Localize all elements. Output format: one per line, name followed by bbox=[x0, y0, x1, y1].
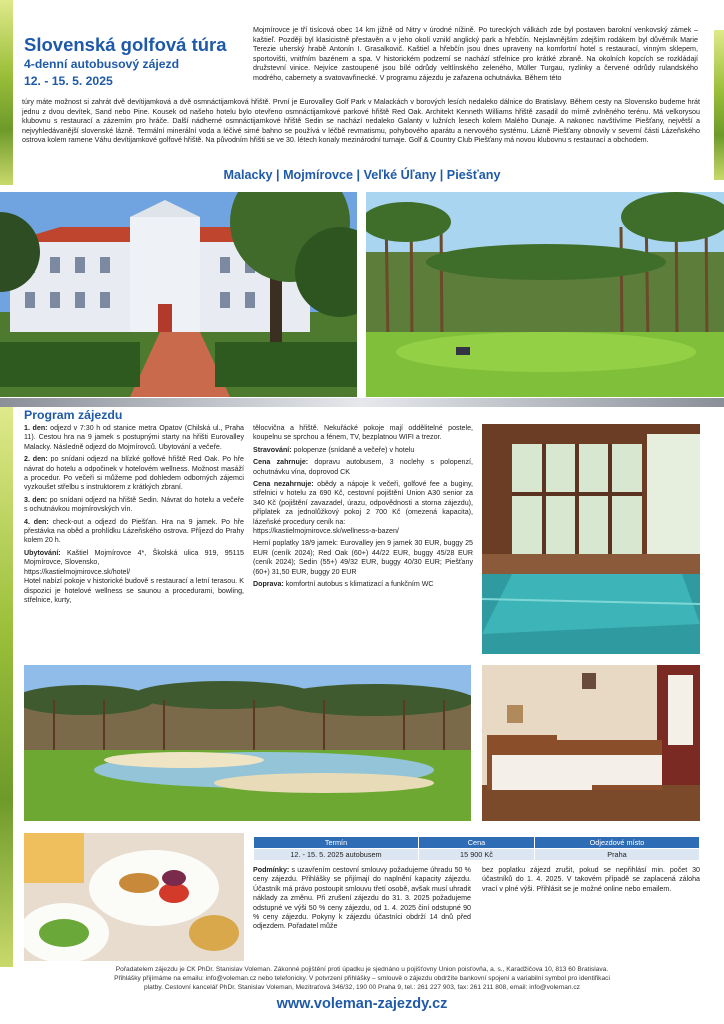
intro-text-bottom: túry máte možnost si zahrát dvě devítijamková a dvě osmnáctijamková hřiště. První je Eurovalley Golf Park v Malackách v borových lesích nedaleko dálnice do Bratislavy. Během cesty na Slovensko budeme hrát jednu z dvou devítek, Sand nebo Pine. Kousek od našeho hotelu bylo otevřeno osmnáctijamkové parkové hřiště Red Oak. Architekt Kenneth Williams hřiště zasadil do mírně zvlněného terénu. Má velkorysou klubovnu s restaurací a zázemím pro hráče. Další nádherné osmnáctijamkové hřiště Sedin se nachází nedaleko Galanty v lužních lesech kolem Malého Dunaje. A nakonec navštívíme Piešťany, největší a nejvyhledávanější slovenské lázně. Termální minerální voda a léčivé sirné bahno se používá v léčbě revmatismu, pohybového aparátu a nervového systému. Lázně Piešťany obnovily v severní části Lázeňského ostrova kolem ramene Váhu devítijamkové golfové hřiště. Na původním hřišti se ve 30. létech konaly mezinárodní turnaje. Golf & Country Club Piešťany má novou klubovnu s restaurací a obchodem. bbox=[22, 98, 700, 145]
price-includes-label: Cena zahrnuje: bbox=[253, 458, 309, 467]
program-column-left bbox=[24, 424, 244, 608]
tour-subtitle: 4-denní autobusový zájezd bbox=[24, 57, 180, 71]
green-fees: Herní poplatky 18/9 jamek: Eurovalley jen 9 jamek 30 EUR, buggy 25 EUR (ceník 2024); Red Oak (60+) 44/22 EUR, buggy 45/28 EUR (ceník 2024); Sedin (55+) 49/32 EUR, buggy 40/30 EUR; Piešťany (60+) 31,50 EUR, buggy 20 EUR bbox=[253, 539, 473, 576]
transport-text: komfortní autobus s klimatizací a funkčním WC bbox=[283, 580, 434, 589]
tour-title: Slovenská golfová túra bbox=[24, 34, 227, 55]
day-4-label: 4. den: bbox=[24, 517, 49, 526]
meals-text: polopenze (snídaně a večeře) v hotelu bbox=[291, 445, 415, 454]
day-2-label: 2. den: bbox=[24, 455, 48, 464]
col-header-price: Cena bbox=[419, 837, 535, 849]
pine-golf-course-photo bbox=[366, 192, 724, 397]
day-2-text: po snídani odjezd na blízké golfové hřiště Red Oak. Po hře návrat do hotelu a odpočinek v hotelovém wellness. Možnost masáží a procedur. Po večeři si můžeme pod dohledem odborných zájemci vyzkoušet střelbu s instruktorem z krátkých zbraní. bbox=[24, 455, 244, 492]
hotel-link[interactable]: https://kastielmojmirovce.sk/hotel/ bbox=[24, 567, 131, 576]
accommodation bbox=[24, 549, 244, 568]
program-heading: Program zájezdu bbox=[24, 408, 123, 422]
cell-term: 12. - 15. 5. 2025 autobusem bbox=[254, 849, 419, 861]
price-table-row bbox=[254, 849, 700, 861]
day-3-text: po snídani odjezd na hřiště Sedin. Návrat do hotelu a večeře s ochutnávkou mojmírovských vín. bbox=[24, 495, 244, 514]
day-1 bbox=[24, 424, 244, 452]
price-includes-text: dopravu autobusem, 3 noclehy s polopenzí, ochutnávku vína, doprovod CK bbox=[253, 458, 473, 476]
places-line: Malacky | Mojmírovce | Veľké Úľany | Piešťany bbox=[223, 168, 501, 182]
breakfast-photo bbox=[24, 833, 244, 961]
footer-line-2: Přihlášky přijímáme na emailu: info@voleman.cz nebo telefonicky. V potvrzení přihlášky – smlouvě o zájezdu obdržíte bankovní spojení a variabilní symbol pro identifikaci bbox=[114, 975, 610, 982]
price-includes bbox=[253, 458, 473, 477]
price-table-header bbox=[254, 837, 700, 849]
bedroom-photo bbox=[482, 665, 700, 821]
conditions-label: Podmínky: bbox=[253, 866, 290, 874]
cell-departure: Praha bbox=[534, 849, 699, 861]
day-4 bbox=[24, 518, 244, 546]
pool-photo bbox=[482, 424, 700, 654]
day-1-label: 1. den: bbox=[24, 424, 48, 432]
col-header-term: Termín bbox=[254, 837, 419, 849]
day-3-label: 3. den: bbox=[24, 495, 48, 504]
website-link[interactable]: www.voleman-zajezdy.cz bbox=[276, 996, 448, 1012]
conditions-left bbox=[253, 866, 471, 935]
day-1-text: odjezd v 7:30 h od stanice metra Opatov (Chilská ul., Praha 11). Cestou hra na 9 jamek s postupnými starty na hřišti Eurovalley Malacky. Následně odjezd do Mojmírovců. Ubytování a večeře. bbox=[24, 424, 244, 451]
accommodation-text: Kaštiel Mojmírovce 4*, Školská ulica 919, 95115 Mojmírovce, Slovensko, bbox=[24, 548, 244, 567]
price-table bbox=[253, 836, 700, 861]
program-column-middle bbox=[253, 424, 473, 593]
tour-dates: 12. - 15. 5. 2025 bbox=[24, 74, 113, 88]
section-divider bbox=[0, 398, 724, 407]
meals-label: Stravování: bbox=[253, 445, 292, 454]
day-3 bbox=[24, 496, 244, 515]
price-excludes-text: obědy a nápoje k večeři, golfové fee a buginy, střelnici v hotelu za 690 Kč, cestovní pojištění Union A30 senior za 340 Kč (pojištění zavazadel, úrazu, odpovědnosti a storna zájezdu), příplatek za jednolůžkový pokoj 2 700 Kč (omezená kapacita), lázeňské procedury ceník na: bbox=[253, 480, 473, 526]
hotel-description-cont: tělocvična a hřiště. Nekuřácké pokoje mají oddělitelné postele, koupelnu se sprchou a fénem, TV, bezplatnou WIFI a trezor. bbox=[253, 424, 473, 442]
day-4-text: check-out a odjezd do Piešťan. Hra na 9 jamek. Po hře přestávka na oběd a prohlídku Lázeňského ostrova. Příjezd do Prahy kolem 20 h. bbox=[24, 517, 244, 545]
left-decor-strip-bottom bbox=[0, 407, 13, 967]
day-2 bbox=[24, 455, 244, 493]
transport bbox=[253, 580, 473, 589]
col-header-departure: Odjezdové místo bbox=[534, 837, 699, 849]
price-excludes bbox=[253, 480, 473, 527]
conditions-right bbox=[482, 866, 700, 897]
transport-label: Doprava: bbox=[253, 580, 284, 589]
left-decor-strip-top bbox=[0, 0, 13, 185]
wellness-link[interactable]: https://kastielmojmirovce.sk/wellness-a-bazen/ bbox=[253, 527, 399, 536]
castle-photo bbox=[0, 192, 357, 397]
footer-line-1: Pořadatelem zájezdu je CK PhDr. Stanislav Voleman. Zákonné pojištění proti úpadku je sjednáno u pojišťovny Union poisťovňa, a. s., Karadžičova 10, 813 60 Bratislava. bbox=[115, 966, 609, 973]
accommodation-label: Ubytování: bbox=[24, 548, 61, 557]
cell-price: 15 900 Kč bbox=[419, 849, 535, 861]
meals bbox=[253, 446, 473, 455]
price-excludes-label: Cena nezahrnuje: bbox=[253, 480, 314, 489]
conditions-text: s uzavřením cestovní smlouvy požadujeme úhradu 50 % ceny zájezdu. Přihlášky se přijímají do naplnění kapacity zájezdu. Účastník má právo postoupit smlouvu třetí osobě, avšak musí uhradit náklady za změnu. Při zrušení zájezdu do 31. 3. 2025 požadujeme odstupné ve výši 50 % ceny zájezdu, od 1. 4. 2025 činí odstupné 90 % ceny zájezdu. Pokyny k zájezdu účastníci obdrží 14 dnů před odjezdem. Pořadatel může bbox=[253, 866, 471, 931]
footer bbox=[20, 965, 704, 992]
right-decor-strip bbox=[714, 30, 724, 180]
footer-line-3: platby. Cestovní kancelář PhDr. Stanislav Voleman, Mezitraťová 346/32, 190 00 Praha 9, tel.: 261 227 903, fax: 261 211 808, email: info@voleman.cz bbox=[144, 984, 580, 991]
conditions-text-cont: bez poplatku zájezd zrušit, pokud se nepřihlásí min. počet 30 účastníků do 1. 4. 2025. V takovém případě se zaplacená záloha vrací v plné výši. Přihlásit se je možné online nebo emailem. bbox=[482, 866, 700, 893]
hotel-description: Hotel nabízí pokoje v historické budově s restaurací a letní terasou. K dispozici je hotelové wellness se saunou a procedurami, bowling, střelnice, kurty, bbox=[24, 577, 244, 604]
intro-text-top: Mojmírovce je tří tisícová obec 14 km jižně od Nitry v úrodné nížině. Po tureckých válkách zde byl postaven barokní venkovský zámek – kaštieľ. Později byl klasicistně přestavěn a v jeho okolí vznikl anglický park a hřebčín. Nejslavnějším zdejším rodákem byl důvěrník Marie Terezie uherský hrabě Antonín I. Grasalkovič. Kaštiel a hřebčín jsou dnes upraveny na komfortní hotel s restaurací, vinným sklepem, sportovišti, vnitřním bazénem a spa. V historickém podzemí se nachází střelnice pro krátké zbraně. Na okolních kopcích se rozkládají družstevní vinice. Nejvíce zastoupené jsou bílé odrůdy veltlínského zeleného, Müller Turgau, ryzlinky a červené odrůdy rulandského modrého, cabernety a svatovavřinecké. V programu zájezdu je zařazena ochutnávka. Během této bbox=[253, 26, 698, 82]
golf-lake-photo bbox=[24, 665, 471, 821]
